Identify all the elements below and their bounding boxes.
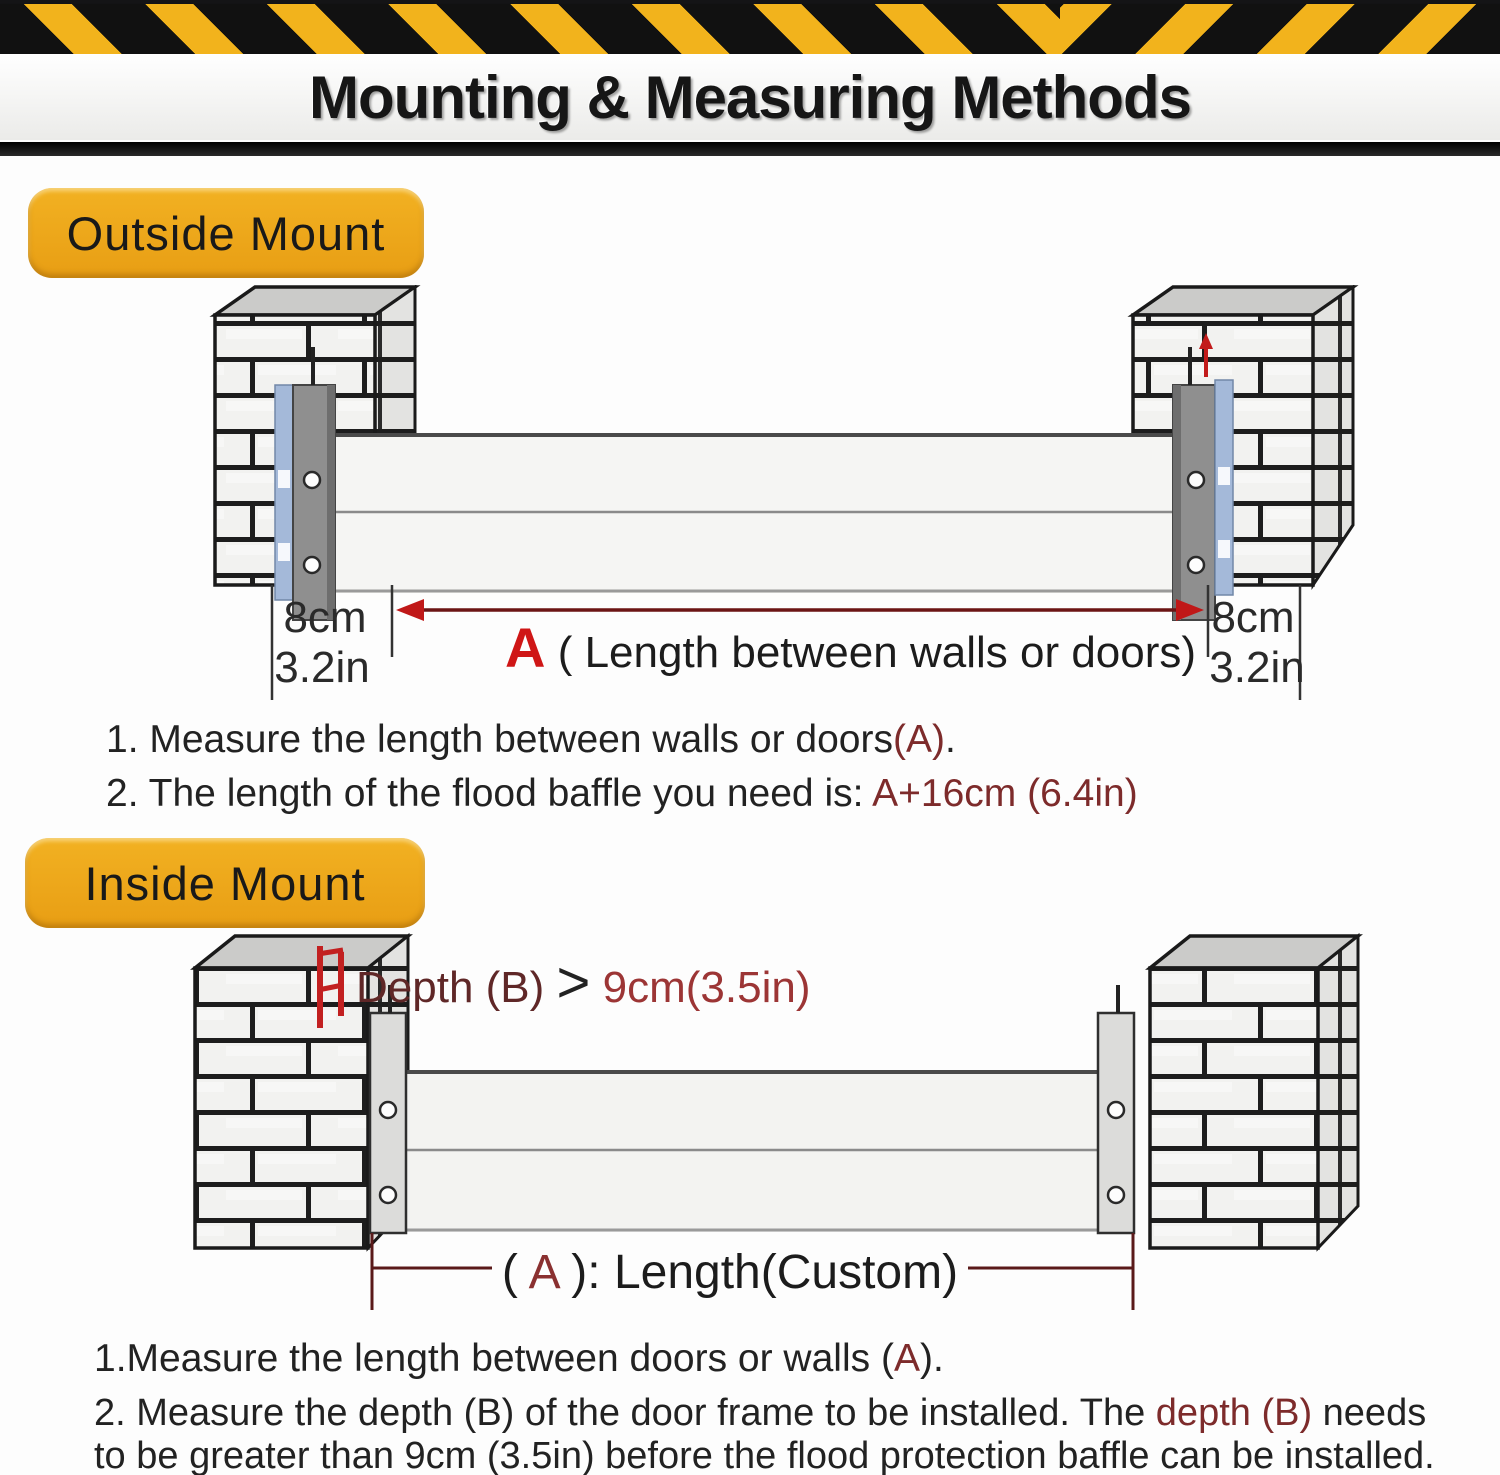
left-offset-in-label: 3.2in: [274, 643, 370, 692]
header-banner: [0, 0, 1500, 158]
right-brick-pillar-inside: [1150, 936, 1358, 1248]
inside-step-1-highlight: A: [893, 1337, 920, 1380]
right-offset-cm-label: 8cm: [1211, 593, 1295, 642]
inside-step-2-text: 2. Measure the depth (B) of the door frame to be installed. The: [94, 1392, 1156, 1434]
flood-barrier-panels-inside: [407, 1070, 1098, 1232]
inside-step-2: 2. Measure the depth (B) of the door frame to be installed. The depth (B) needs to be greater than 9cm (3.5in) before the flood protection baffle can be installed.: [94, 1392, 1435, 1475]
left-offset-cm-label: 8cm: [283, 593, 367, 642]
inside-step-2-highlight: depth (B): [1155, 1392, 1313, 1434]
outside-step-2-highlight: A+16cm (6.4in): [872, 772, 1138, 815]
outside-step-2: [106, 772, 1138, 816]
page-title: Mounting & Measuring Methods: [309, 63, 1191, 131]
outside-step-1-highlight: (A): [892, 718, 945, 761]
right-mounting-bracket: [1173, 347, 1215, 620]
section-badge-outside-mount: Outside Mount: [28, 188, 424, 278]
inside-step-2-text-line2: to be greater than 9cm (3.5in) before the flood protection baffle can be installed.: [94, 1434, 1435, 1475]
header-bottom-bar: [0, 142, 1500, 156]
outside-step-2-text: 2. The length of the flood baffle you need is:: [106, 772, 873, 815]
left-mounting-bracket-inside: [370, 985, 406, 1233]
depth-annotation: [356, 950, 810, 1015]
length-a-label: [505, 616, 1196, 679]
right-offset-in-label: 3.2in: [1209, 643, 1305, 692]
length-a-caption: ( Length between walls or doors): [557, 628, 1197, 677]
left-mounting-bracket: [293, 347, 335, 620]
caution-stripes-right: [1060, 4, 1500, 54]
section-badge-inside-mount: Inside Mount: [25, 838, 425, 928]
inside-step-1: 1.Measure the length between doors or walls (A).: [94, 1337, 944, 1380]
inside-mount-diagram: [0, 930, 1500, 1330]
depth-annotation-value: 9cm(3.5in): [602, 963, 811, 1012]
right-seal-strip: [1215, 380, 1233, 595]
greater-than-sign: >: [556, 950, 591, 1015]
inside-step-1-text: 1.Measure the length between doors or walls (: [94, 1337, 894, 1380]
title-band: [0, 54, 1500, 140]
right-mounting-bracket-inside: [1098, 985, 1134, 1233]
flood-barrier-panels: [333, 433, 1215, 593]
outside-mount-diagram: [0, 285, 1500, 705]
outside-step-1-text: 1. Measure the length between walls or doors: [106, 718, 893, 761]
length-custom-label: ( A ): Length(Custom): [501, 1246, 959, 1299]
length-custom-letter: A: [528, 1246, 558, 1299]
caution-stripes-left: [0, 4, 1060, 54]
left-seal-strip: [275, 385, 293, 600]
length-a-letter: A: [505, 616, 546, 679]
depth-annotation-label: Depth (B): [356, 963, 557, 1012]
caution-stripe-band: [0, 4, 1500, 54]
outside-step-1: 1. Measure the length between walls or doors(A).: [106, 718, 956, 761]
